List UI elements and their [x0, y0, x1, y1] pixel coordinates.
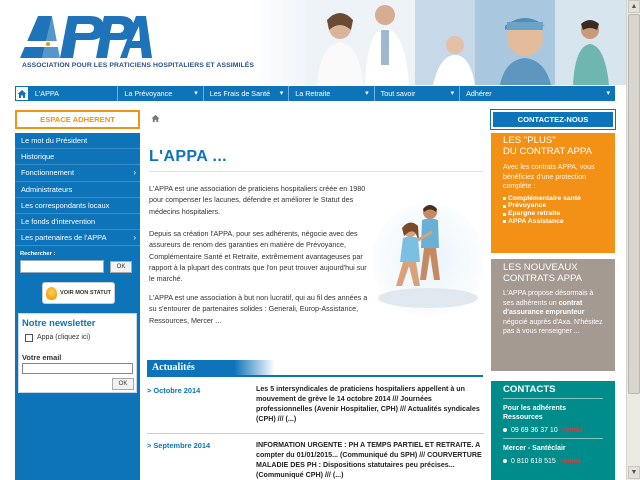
search-label: Rechercher :: [20, 251, 56, 257]
chevron-down-icon: ▾: [194, 90, 198, 97]
nouveaux-text-bold: contrat d'assurance emprunteur: [503, 299, 585, 317]
nouveaux-title-line1: LES NOUVEAUX: [503, 262, 578, 273]
search-input[interactable]: [20, 260, 104, 273]
bullet-icon: [503, 459, 507, 463]
nav-item-label: La Retraite: [295, 89, 331, 98]
chevron-down-icon: ▾: [606, 90, 611, 97]
header-staff-photo: [305, 0, 626, 85]
nouveaux-text-after: négocié auprès d'Axa. N'hésitez pas à vous renseigner ...: [503, 318, 603, 336]
chevron-right-icon: ›: [133, 168, 136, 178]
sidebar-item-label: Historique: [21, 152, 55, 162]
chevron-down-icon: ▾: [279, 90, 284, 97]
sidebar-item-label: Le mot du Président: [21, 136, 88, 145]
news-date[interactable]: > Septembre 2014: [147, 441, 211, 450]
intro-paragraph: L'APPA est une association de praticiens hospitaliers créée en 1980 pour compenser les lacunes, défendre et améliorer le Statut des médecins hospitaliers.: [149, 184, 366, 216]
main-nav: [15, 86, 615, 101]
nav-item-retraite[interactable]: [289, 86, 374, 101]
contacts-panel: [491, 381, 615, 480]
association-name: ASSOCIATION POUR LES PRATICIENS HOSPITALIERS ET ASSIMILÉS: [22, 62, 255, 69]
chevron-down-icon: ▾: [450, 90, 455, 97]
newsletter-checkbox[interactable]: [25, 334, 33, 342]
news-text[interactable]: INFORMATION URGENTE : PH A TEMPS PARTIEL ET RETRAITE. A compter du 01/01/2015... (Communiqué du SPH) /// COURVERTURE MALADIE DES PH : Dispositions statutaires peu précises... (Communiqué CPH) /// (...): [256, 441, 482, 479]
contact-line: [503, 457, 603, 466]
news-divider: [147, 433, 484, 434]
page-title: L'APPA ...: [149, 148, 228, 165]
contacts-title: CONTACTS: [503, 385, 603, 399]
chevron-down-icon: ▾: [365, 90, 369, 97]
news-date[interactable]: > Octobre 2014: [147, 386, 201, 395]
statut-label: VOIR MON STATUT: [60, 290, 112, 296]
nouveaux-text-before: L'APPA propose désormais à ses adhérents un: [503, 290, 594, 307]
home-icon[interactable]: [151, 114, 160, 123]
contact-heading: Mercer - Santéclair: [503, 444, 566, 452]
contact-email-label: email: [565, 426, 583, 434]
nav-item-label: Tout savoir: [380, 89, 416, 98]
newsletter-title: Notre newsletter: [22, 317, 96, 328]
nouveaux-text: [503, 289, 603, 337]
nav-item-frais-de-sante[interactable]: [204, 86, 289, 101]
nav-item-label: Adhérer: [466, 89, 492, 98]
contact-divider: [503, 438, 603, 439]
contact-email-label: email: [563, 457, 581, 465]
scrollbar-thumb[interactable]: [628, 14, 640, 394]
plus-title-line2: DU CONTRAT APPA: [503, 145, 593, 157]
breadcrumb: [151, 114, 160, 125]
contact-email-link[interactable]: >email: [561, 426, 583, 434]
bullet-icon: [503, 428, 507, 432]
contact-line: [503, 426, 603, 435]
plus-intro: Avec les contrats APPA, vous bénéficiez d'une protection complète :: [503, 164, 595, 191]
scroll-down-arrow-icon[interactable]: ▼: [628, 466, 640, 479]
left-sidebar: [15, 133, 140, 480]
intro-paragraph: Depuis sa création l'APPA, pour ses adhérents, négocie avec des assureurs de renom des garanties en matière de Prévoyance, Complémentaire Santé et Retraite, extrêmement avantageuses par rapport à la plupart des contrats que l'on peut trouver aujourd'hui sur le marché.: [149, 229, 367, 284]
home-button[interactable]: [15, 86, 29, 101]
sidebar-item-partenaires[interactable]: [15, 230, 140, 246]
plus-list-item[interactable]: APPA Assistance: [503, 218, 603, 226]
sidebar-item-fonds-intervention[interactable]: [15, 214, 140, 230]
chevron-right-icon: ›: [133, 233, 136, 243]
children-beach-photo: [372, 190, 484, 318]
plus-list-item[interactable]: Prévoyance: [503, 202, 603, 210]
sidebar-item-fonctionnement[interactable]: [15, 165, 140, 181]
title-divider: [149, 171, 483, 172]
sidebar-item-label: Les correspondants locaux: [21, 200, 110, 210]
search-ok-button[interactable]: OK: [110, 261, 132, 273]
site-header: [0, 0, 626, 85]
nav-item-adherer[interactable]: [460, 86, 615, 101]
actualites-label: Actualités: [152, 362, 195, 373]
nouveaux-contrats-panel[interactable]: [491, 259, 615, 371]
plus-list: [503, 195, 603, 226]
contactez-nous-button[interactable]: CONTACTEZ-NOUS: [491, 110, 615, 129]
actualites-header: [147, 360, 483, 377]
espace-adherent-button[interactable]: ESPACE ADHERENT: [15, 110, 140, 129]
sidebar-item-label: Le fonds d'intervention: [21, 216, 96, 226]
nav-item-prevoyance[interactable]: [118, 86, 203, 101]
lightbulb-icon: [46, 287, 57, 300]
nouveaux-title-line2: CONTRATS APPA: [503, 272, 583, 284]
voir-mon-statut-button[interactable]: [42, 282, 115, 304]
contact-heading: Pour les adhérents Ressources: [503, 404, 567, 421]
nav-item-label: Les Frais de Santé: [209, 89, 271, 98]
newsletter-checkbox-label[interactable]: Appa (cliquez ici): [37, 334, 91, 341]
contact-phone: 09 69 36 37 10: [511, 426, 558, 434]
sidebar-item-mot-du-president[interactable]: [15, 133, 140, 149]
home-icon: [17, 89, 27, 99]
sidebar-item-administrateurs[interactable]: [15, 182, 140, 198]
newsletter-panel: [18, 313, 137, 393]
plus-contrat-panel[interactable]: [491, 133, 615, 253]
sidebar-item-label: Fonctionnement: [21, 168, 74, 178]
news-text[interactable]: Les 5 intersyndicales de praticiens hospitaliers appellent à un mouvement de grève le 14 octobre 2014 /// Journées professionnelles (Avenir Hospitalier, CPH) /// Actualités syndicales (CPH) /// (...): [256, 385, 480, 423]
sidebar-item-label: Les partenaires de l'APPA: [21, 233, 107, 243]
plus-list-item[interactable]: Complémentaire santé: [503, 195, 603, 203]
plus-list-item[interactable]: Epargne retraite: [503, 210, 603, 218]
nav-item-label: L'APPA: [34, 89, 59, 98]
email-label: Votre email: [22, 353, 62, 362]
sidebar-item-historique[interactable]: [15, 149, 140, 165]
newsletter-ok-button[interactable]: OK: [112, 378, 134, 390]
nav-item-lappa[interactable]: [29, 86, 118, 101]
plus-title-line1: LES "PLUS": [503, 135, 556, 146]
vertical-scrollbar[interactable]: [626, 0, 640, 480]
nav-item-label: La Prévoyance: [124, 89, 173, 98]
email-field[interactable]: [22, 363, 133, 374]
appa-logo[interactable]: [20, 14, 152, 58]
contact-phone: 0 810 618 515: [511, 457, 556, 465]
nav-item-tout-savoir[interactable]: [375, 86, 460, 101]
contact-email-link[interactable]: >email: [559, 457, 581, 465]
sidebar-item-correspondants[interactable]: [15, 198, 140, 214]
sidebar-item-label: Administrateurs: [21, 184, 73, 194]
scroll-up-arrow-icon[interactable]: ▲: [628, 0, 640, 13]
intro-paragraph: L'APPA est une association à but non lucratif, qui au fil des années a su s'entourer de partenaires solides : Generali, Europ-Assistance, Ressources, Mercer ...: [149, 293, 368, 325]
